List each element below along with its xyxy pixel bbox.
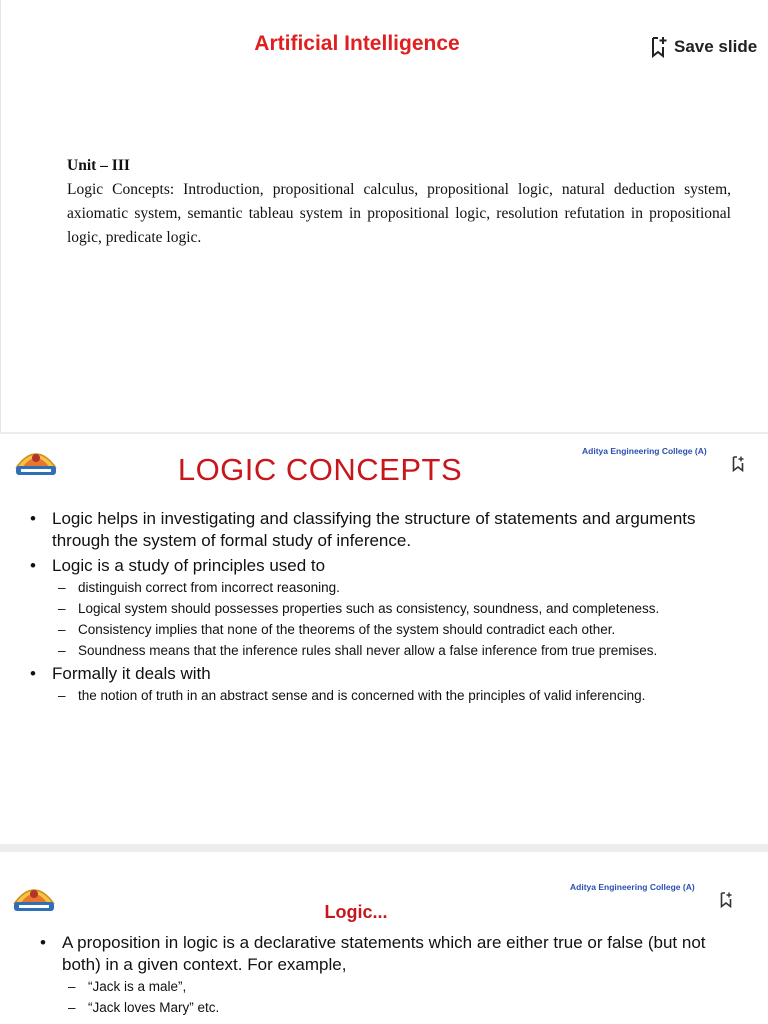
bullet-text: Formally it deals with: [52, 664, 211, 683]
sub-bullet-item: – “Jack loves Mary” etc.: [62, 999, 718, 1016]
sub-bullet-list: [52, 579, 728, 659]
unit-text: Logic Concepts: Introduction, propositional calculus, propositional logic, natural deduction system, axiomatic system, semantic tableau system in propositional logic, resolution refutation in propositional logic, predicate logic.: [67, 181, 731, 246]
unit-description: [67, 154, 731, 250]
bullet-item: [28, 663, 728, 704]
college-name: Aditya Engineering College (A): [570, 882, 695, 892]
unit-heading: Unit – III: [67, 157, 130, 174]
bullet-text: Logic is a study of principles used to: [52, 556, 326, 575]
bookmark-icon[interactable]: [720, 892, 732, 908]
slide-title: Artificial Intelligence: [254, 32, 460, 55]
bullet-text: A proposition in logic is a declarative statements which are either true or false (but not both) in a given context. For example,: [62, 933, 706, 974]
bullet-text: Logic helps in investigating and classifying the structure of statements and arguments through the system of formal study of inference.: [52, 509, 696, 550]
sub-bullet-list: [52, 687, 728, 704]
sub-bullet-item: – the notion of truth in an abstract sense and is concerned with the principles of valid inferencing.: [52, 687, 728, 704]
bullet-list: [38, 932, 718, 1016]
bookmark-icon[interactable]: [732, 456, 744, 472]
college-name: Aditya Engineering College (A): [582, 446, 707, 456]
slide-title: Logic...: [324, 902, 388, 922]
sub-bullet-item: – distinguish correct from incorrect reasoning.: [52, 579, 728, 596]
slide-3: [0, 852, 768, 1024]
bullet-item: [28, 508, 728, 552]
sub-bullet-item: – “Jack is a male”,: [62, 978, 718, 995]
slide-2: [0, 434, 768, 844]
sub-bullet-list: [62, 978, 718, 1016]
bullet-list: [28, 508, 728, 704]
slide-title: LOGIC CONCEPTS: [177, 452, 463, 487]
bookmark-add-icon: [651, 36, 667, 58]
save-slide-button[interactable]: [651, 36, 757, 58]
save-slide-label: Save slide: [674, 37, 758, 56]
bullet-item: [38, 932, 718, 1016]
slide-1: [0, 0, 768, 432]
slide-content: [38, 932, 718, 1020]
sub-bullet-item: – Logical system should possesses properties such as consistency, soundness, and completeness.: [52, 600, 728, 617]
sub-bullet-item: – Soundness means that the inference rules shall never allow a false inference from true premises.: [52, 642, 728, 659]
slide-content: [28, 508, 728, 708]
bullet-item: [28, 555, 728, 659]
sub-bullet-item: – Consistency implies that none of the theorems of the system should contradict each other.: [52, 621, 728, 638]
